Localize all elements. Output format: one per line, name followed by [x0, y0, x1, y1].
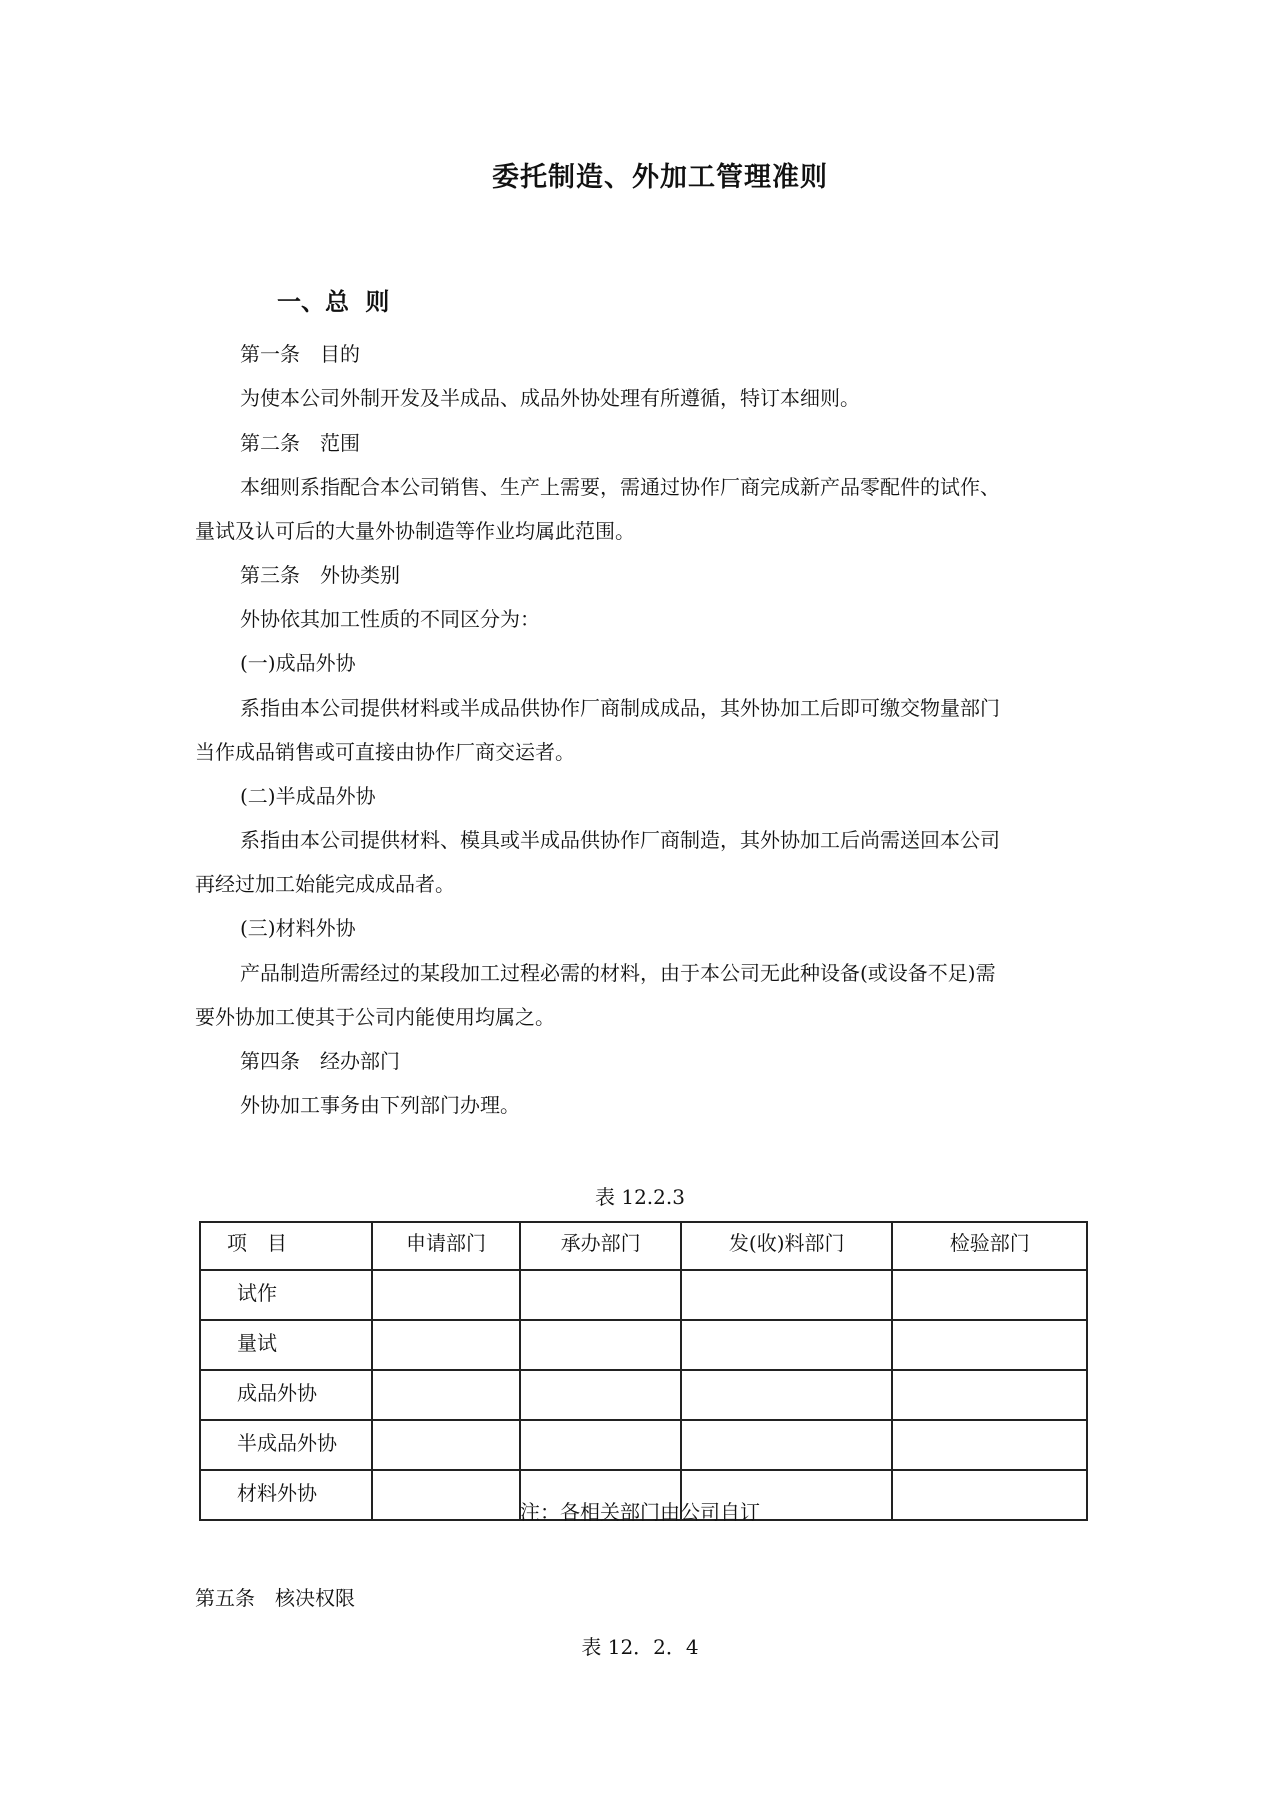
- category-1-text-line2: 当作成品销售或可直接由协作厂商交运者。: [195, 740, 575, 764]
- table-2-caption: 表 12．2．4: [581, 1635, 699, 1659]
- article-2-heading: 第二条 范围: [240, 431, 360, 455]
- table-header-cell: 检验部门: [892, 1222, 1087, 1270]
- table-row: [200, 1370, 1087, 1420]
- table-header-cell: 申请部门: [372, 1222, 521, 1270]
- category-3-text-line1: 产品制造所需经过的某段加工过程必需的材料，由于本公司无此种设备(或设备不足)需: [240, 961, 996, 985]
- table-cell: [892, 1270, 1087, 1320]
- category-1-heading: (一)成品外协: [240, 651, 356, 675]
- table-row: [200, 1420, 1087, 1470]
- article-2-text-line1: 本细则系指配合本公司销售、生产上需要，需通过协作厂商完成新产品零配件的试作、: [240, 475, 1000, 499]
- table-header-cell: 项 目: [200, 1222, 372, 1270]
- article-3-intro: 外协依其加工性质的不同区分为：: [240, 607, 540, 631]
- category-2-text-line1: 系指由本公司提供材料、模具或半成品供协作厂商制造，其外协加工后尚需送回本公司: [240, 828, 1000, 852]
- category-3-heading: (三)材料外协: [240, 916, 356, 940]
- table-row-label: 量试: [200, 1320, 372, 1370]
- table-cell: [892, 1370, 1087, 1420]
- article-3-heading: 第三条 外协类别: [240, 563, 400, 587]
- table-row-label: 试作: [200, 1270, 372, 1320]
- table-cell: [520, 1320, 681, 1370]
- table-cell: [681, 1420, 893, 1470]
- table-header-row: [200, 1222, 1087, 1270]
- table-cell: [892, 1420, 1087, 1470]
- table-cell: [372, 1420, 521, 1470]
- section-heading: 一、总 则: [277, 288, 390, 316]
- table-row-label: 半成品外协: [200, 1420, 372, 1470]
- table-cell: [681, 1270, 893, 1320]
- table-cell: [520, 1270, 681, 1320]
- table-cell: [372, 1270, 521, 1320]
- category-3-text-line2: 要外协加工使其于公司内能使用均属之。: [195, 1005, 555, 1029]
- article-1-heading: 第一条 目的: [240, 342, 360, 366]
- article-4-text: 外协加工事务由下列部门办理。: [240, 1093, 520, 1117]
- table-row-label: 材料外协: [200, 1470, 372, 1520]
- table-cell: [681, 1370, 893, 1420]
- document-title: 委托制造、外加工管理准则: [492, 162, 828, 193]
- table-cell: [520, 1370, 681, 1420]
- category-2-heading: (二)半成品外协: [240, 784, 376, 808]
- table-cell: [372, 1370, 521, 1420]
- category-2-text-line2: 再经过加工始能完成成品者。: [195, 872, 455, 896]
- table-row: [200, 1270, 1087, 1320]
- table-1-note: 注：各相关部门由公司自订: [520, 1500, 760, 1524]
- article-1-text: 为使本公司外制开发及半成品、成品外协处理有所遵循，特订本细则。: [240, 386, 860, 410]
- category-1-text-line1: 系指由本公司提供材料或半成品供协作厂商制成成品，其外协加工后即可缴交物量部门: [240, 696, 1000, 720]
- table-cell: [681, 1320, 893, 1370]
- table-1-caption: 表 12.2.3: [595, 1185, 685, 1209]
- table-row-label: 成品外协: [200, 1370, 372, 1420]
- article-4-heading: 第四条 经办部门: [240, 1049, 400, 1073]
- table-header-cell: 承办部门: [520, 1222, 681, 1270]
- table-cell: [520, 1420, 681, 1470]
- table-header-cell: 发(收)料部门: [681, 1222, 893, 1270]
- department-table: [199, 1221, 1088, 1521]
- table-row: [200, 1320, 1087, 1370]
- table-cell: [372, 1320, 521, 1370]
- article-2-text-line2: 量试及认可后的大量外协制造等作业均属此范围。: [195, 519, 635, 543]
- article-5-heading: 第五条 核决权限: [195, 1586, 355, 1610]
- table-cell: [892, 1320, 1087, 1370]
